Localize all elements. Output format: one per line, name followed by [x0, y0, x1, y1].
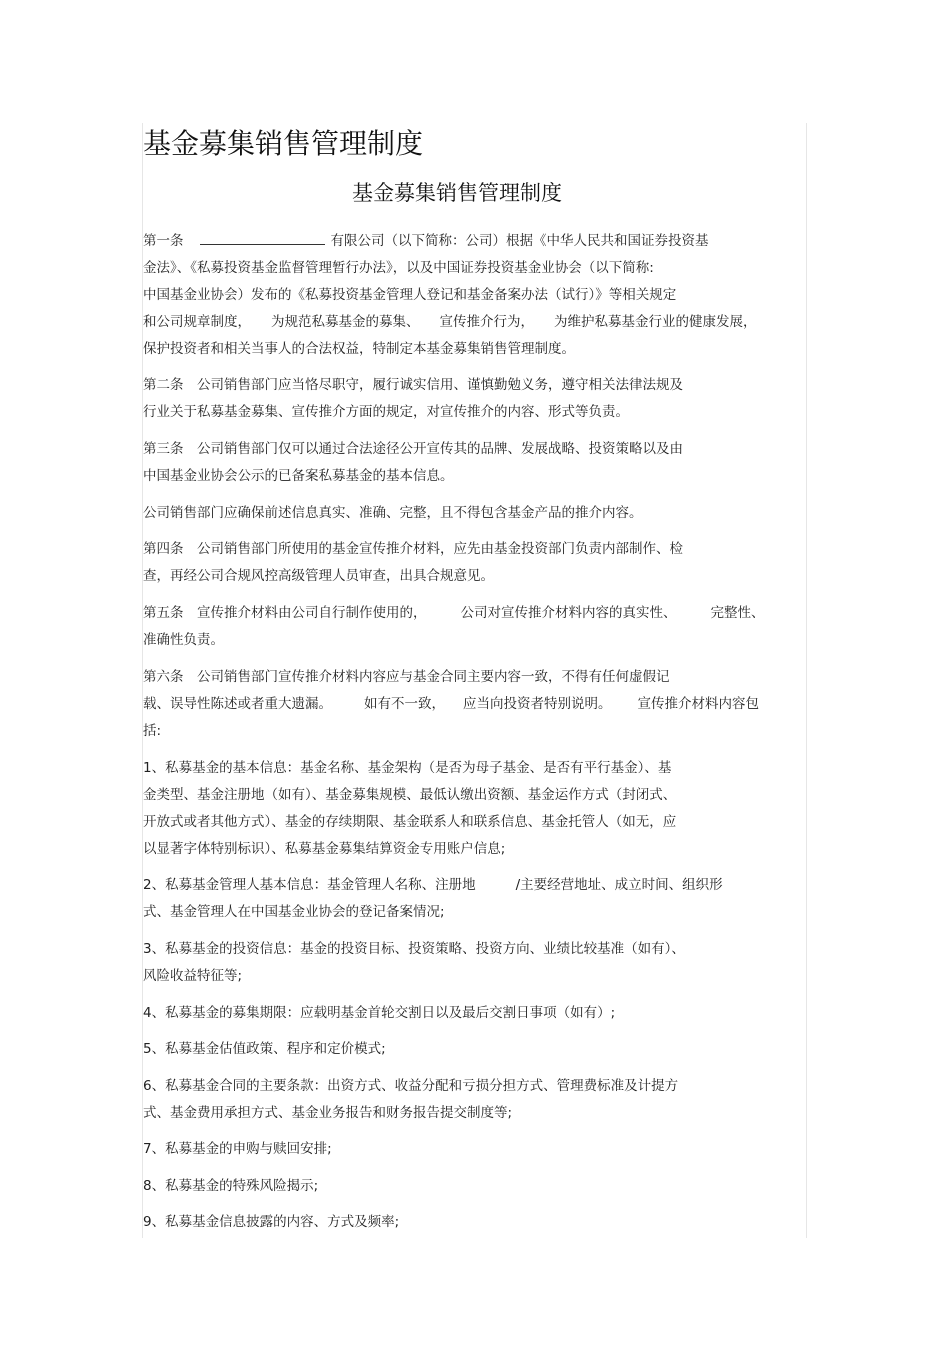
- item-2-line-2: 式、基金管理人在中国基金业协会的登记备案情况;: [143, 904, 445, 920]
- article-1-line-4: 和公司规章制度， 为规范私募基金的募集、 宣传推介行为， 为维护私募基金行业的健康发展，: [143, 314, 757, 330]
- item-1-line-2: 金类型、基金注册地（如有）、基金募集规模、最低认缴出资额、基金运作方式（封闭式、: [143, 787, 677, 803]
- article-1-text-1: 有限公司（以下简称：公司）根据《中华人民共和国证券投资基: [330, 233, 709, 249]
- article-1-line-2: 金法》、《私募投资基金监督管理暂行办法》，以及中国证券投资基金业协会（以下简称:: [143, 260, 654, 276]
- item-7-line-1: 7、私募基金的申购与赎回安排;: [143, 1141, 332, 1157]
- article-5-line-2: 准确性负责。: [143, 632, 224, 648]
- document-header: 基金募集销售管理制度: [143, 127, 424, 160]
- item-8-line-1: 8、私募基金的特殊风险揭示;: [143, 1178, 319, 1194]
- item-6-line-1: 6、私募基金合同的主要条款：出资方式、收益分配和亏损分担方式、管理费标准及计提方: [143, 1078, 679, 1094]
- article-3-line-1: 第三条 公司销售部门仅可以通过合法途径公开宣传其的品牌、发展战略、投资策略以及由: [143, 441, 683, 457]
- article-2-line-2: 行业关于私募基金募集、宣传推介方面的规定，对宣传推介的内容、形式等负责。: [143, 404, 629, 420]
- article-3-note: 公司销售部门应确保前述信息真实、准确、完整，且不得包含基金产品的推介内容。: [143, 505, 643, 521]
- item-9-line-1: 9、私募基金信息披露的内容、方式及频率;: [143, 1214, 400, 1230]
- company-name-blank: [200, 231, 325, 245]
- article-2-line-1: 第二条 公司销售部门应当恪尽职守，履行诚实信用、谨慎勤勉义务，遵守相关法律法规及: [143, 377, 683, 393]
- item-1-line-4: 以显著字体特别标识）、私募基金募集结算资金专用账户信息;: [143, 841, 506, 857]
- article-3-line-2: 中国基金业协会公示的已备案私募基金的基本信息。: [143, 468, 454, 484]
- article-6-line-2: 载、误导性陈述或者重大遗漏。 如有不一致， 应当向投资者特别说明。 宣传推介材料内容包: [143, 696, 759, 712]
- item-2-line-1: 2、私募基金管理人基本信息：基金管理人名称、注册地 /主要经营地址、成立时间、组织形: [143, 877, 723, 893]
- item-3-line-2: 风险收益特征等;: [143, 968, 243, 984]
- item-5-line-1: 5、私募基金估值政策、程序和定价模式;: [143, 1041, 386, 1057]
- item-1-line-3: 开放式或者其他方式）、基金的存续期限、基金联系人和联系信息、基金托管人（如无，应: [143, 814, 677, 830]
- item-6-line-2: 式、基金费用承担方式、基金业务报告和财务报告提交制度等;: [143, 1105, 513, 1121]
- right-border-line: [806, 123, 807, 1238]
- article-1-line-3: 中国基金业协会）发布的《私募投资基金管理人登记和基金备案办法（试行）》等相关规定: [143, 287, 677, 303]
- item-3-line-1: 3、私募基金的投资信息：基金的投资目标、投资策略、投资方向、业绩比较基准（如有）、: [143, 941, 685, 957]
- item-1-line-1: 1、私募基金的基本信息：基金名称、基金架构（是否为母子基金、是否有平行基金）、基: [143, 760, 672, 776]
- article-4-line-2: 查，再经公司合规风控高级管理人员审查，出具合规意见。: [143, 568, 494, 584]
- article-6-line-3: 括:: [143, 723, 162, 739]
- article-6-line-1: 第六条 公司销售部门宣传推介材料内容应与基金合同主要内容一致，不得有任何虚假记: [143, 669, 670, 685]
- document-title: 基金募集销售管理制度: [352, 181, 562, 205]
- article-4-line-1: 第四条 公司销售部门所使用的基金宣传推介材料，应先由基金投资部门负责内部制作、检: [143, 541, 683, 557]
- article-1-line-1: [143, 231, 709, 251]
- article-5-line-1: 第五条 宣传推介材料由公司自行制作使用的， 公司对宣传推介材料内容的真实性、 完整性、: [143, 605, 765, 621]
- article-1-line-5: 保护投资者和相关当事人的合法权益，特制定本基金募集销售管理制度。: [143, 341, 575, 357]
- item-4-line-1: 4、私募基金的募集期限：应载明基金首轮交割日以及最后交割日事项（如有）;: [143, 1005, 616, 1021]
- article-1-prefix: 第一条: [143, 233, 184, 249]
